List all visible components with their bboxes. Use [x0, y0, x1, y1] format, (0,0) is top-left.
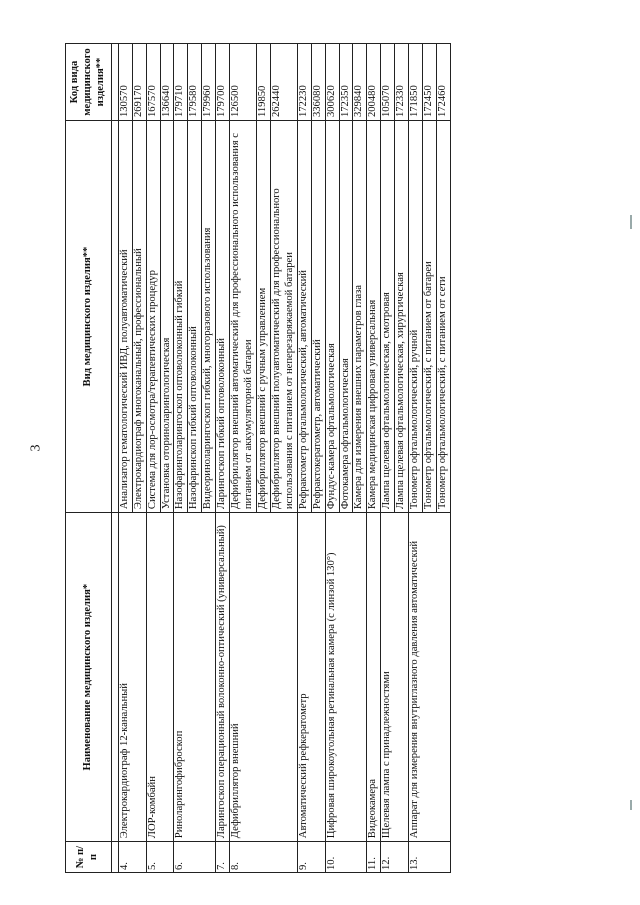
device-kind: Система для лор-осмотра/терапевтических процедур [146, 121, 160, 513]
header-code: Код вида медицинского изделия** [66, 44, 112, 121]
device-kind: Камера для измерения внешних параметров глаза [353, 121, 367, 513]
table-header-row [66, 44, 112, 873]
device-code: 172230 [297, 44, 311, 121]
table-row [230, 44, 257, 873]
row-number: 12. [381, 842, 409, 873]
device-code: 179580 [188, 44, 202, 121]
device-code: 179700 [216, 44, 230, 121]
device-name: Электрокардиограф 12-канальный [118, 513, 146, 842]
device-kind: Фотокамера офтальмологическая [339, 121, 353, 513]
row-number: 10. [325, 842, 367, 873]
row-number: 4. [118, 842, 146, 873]
header-name: Наименование медицинского изделия* [66, 513, 112, 842]
device-name: Риноларингофиброскоп [174, 513, 216, 842]
device-kind: Лампа щелевая офтальмологическая, смотровая [381, 121, 395, 513]
table-row [367, 44, 381, 873]
table-row [409, 44, 423, 873]
device-kind: Установка оториноларингологическая [160, 121, 174, 513]
device-code: 105070 [381, 44, 395, 121]
row-number: 11. [367, 842, 381, 873]
device-name: Щелевая лампа с принадлежностями [381, 513, 409, 842]
device-name: Дефибриллятор внешний [230, 513, 298, 842]
row-number: 8. [230, 842, 298, 873]
device-code: 172350 [339, 44, 353, 121]
device-kind: Назофаринголарингоскоп оптоволоконный гибкий [174, 121, 188, 513]
device-kind: Лампа щелевая офтальмологическая, хирургическая [395, 121, 409, 513]
device-code: 119850 [256, 44, 270, 121]
row-number: 7. [216, 842, 230, 873]
device-kind: Тонометр офтальмологический, с питанием от сети [436, 121, 450, 513]
row-number: 5. [146, 842, 174, 873]
device-code: 130570 [118, 44, 132, 121]
device-code: 136640 [160, 44, 174, 121]
device-code: 172330 [395, 44, 409, 121]
device-kind: Тонометр офтальмологический, ручной [409, 121, 423, 513]
device-code: 172450 [423, 44, 437, 121]
table-body [111, 44, 450, 873]
device-name: Видеокамера [367, 513, 381, 842]
device-kind: Камера медицинская цифровая универсальная [367, 121, 381, 513]
device-name: Автоматический рефкератометр [297, 513, 325, 842]
device-code: 200480 [367, 44, 381, 121]
device-code: 300620 [325, 44, 339, 121]
device-kind: Анализатор гематологический ИВД, полуавтоматический [118, 121, 132, 513]
rotated-table-container [65, 43, 605, 873]
scan-mark [630, 800, 632, 810]
device-name: Ларингоскоп операционный волоконно-оптический (универсальный) [216, 513, 230, 842]
device-kind: Ларингоскоп гибкий оптоволоконный [216, 121, 230, 513]
medical-devices-table [65, 43, 451, 873]
device-code: 126500 [230, 44, 257, 121]
table-row [174, 44, 188, 873]
table-row [146, 44, 160, 873]
device-code: 269170 [132, 44, 146, 121]
scan-mark [630, 215, 632, 229]
device-name: Аппарат для измерения внутриглазного давления автоматический [409, 513, 451, 842]
row-number: 9. [297, 842, 325, 873]
device-code: 171850 [409, 44, 423, 121]
page-number: 3 [28, 444, 44, 452]
device-name: ЛОР-комбайн [146, 513, 174, 842]
table-row [118, 44, 132, 873]
table-row [297, 44, 311, 873]
device-kind: Рефрактокератометр, автоматический [311, 121, 325, 513]
device-code: 329840 [353, 44, 367, 121]
row-number: 6. [174, 842, 216, 873]
device-name: Цифровая широкоугольная ретинальная камера (с линзой 130°) [325, 513, 367, 842]
device-kind: Дефибриллятор внешний автоматический для профессионального использования с питанием от аккумуляторной батареи [230, 121, 257, 513]
device-code: 262440 [270, 44, 297, 121]
device-kind: Дефибриллятор внешний с ручным управлением [256, 121, 270, 513]
row-number: 13. [409, 842, 451, 873]
table-row [216, 44, 230, 873]
table-row [381, 44, 395, 873]
device-kind: Видеориноларингоскоп гибкий, многоразового использования [202, 121, 216, 513]
device-code: 336080 [311, 44, 325, 121]
header-num: № п/п [66, 842, 112, 873]
header-kind: Вид медицинского изделия** [66, 121, 112, 513]
table-row [325, 44, 339, 873]
device-kind: Фундус-камера офтальмологическая [325, 121, 339, 513]
device-code: 172460 [436, 44, 450, 121]
device-code: 179960 [202, 44, 216, 121]
device-kind: Дефибриллятор внешний полуавтоматический для профессионального использования с питанием от неперезаряжаемой батареи [270, 121, 297, 513]
device-kind: Рефрактометр офтальмологический, автоматический [297, 121, 311, 513]
device-kind: Тонометр офтальмологический, с питанием от батареи [423, 121, 437, 513]
device-kind: Электрокардиограф многоканальный, профессиональный [132, 121, 146, 513]
device-kind: Назофаринскоп гибкий оптоволоконный [188, 121, 202, 513]
device-code: 167570 [146, 44, 160, 121]
table-spacer-row [111, 44, 118, 873]
device-code: 179710 [174, 44, 188, 121]
